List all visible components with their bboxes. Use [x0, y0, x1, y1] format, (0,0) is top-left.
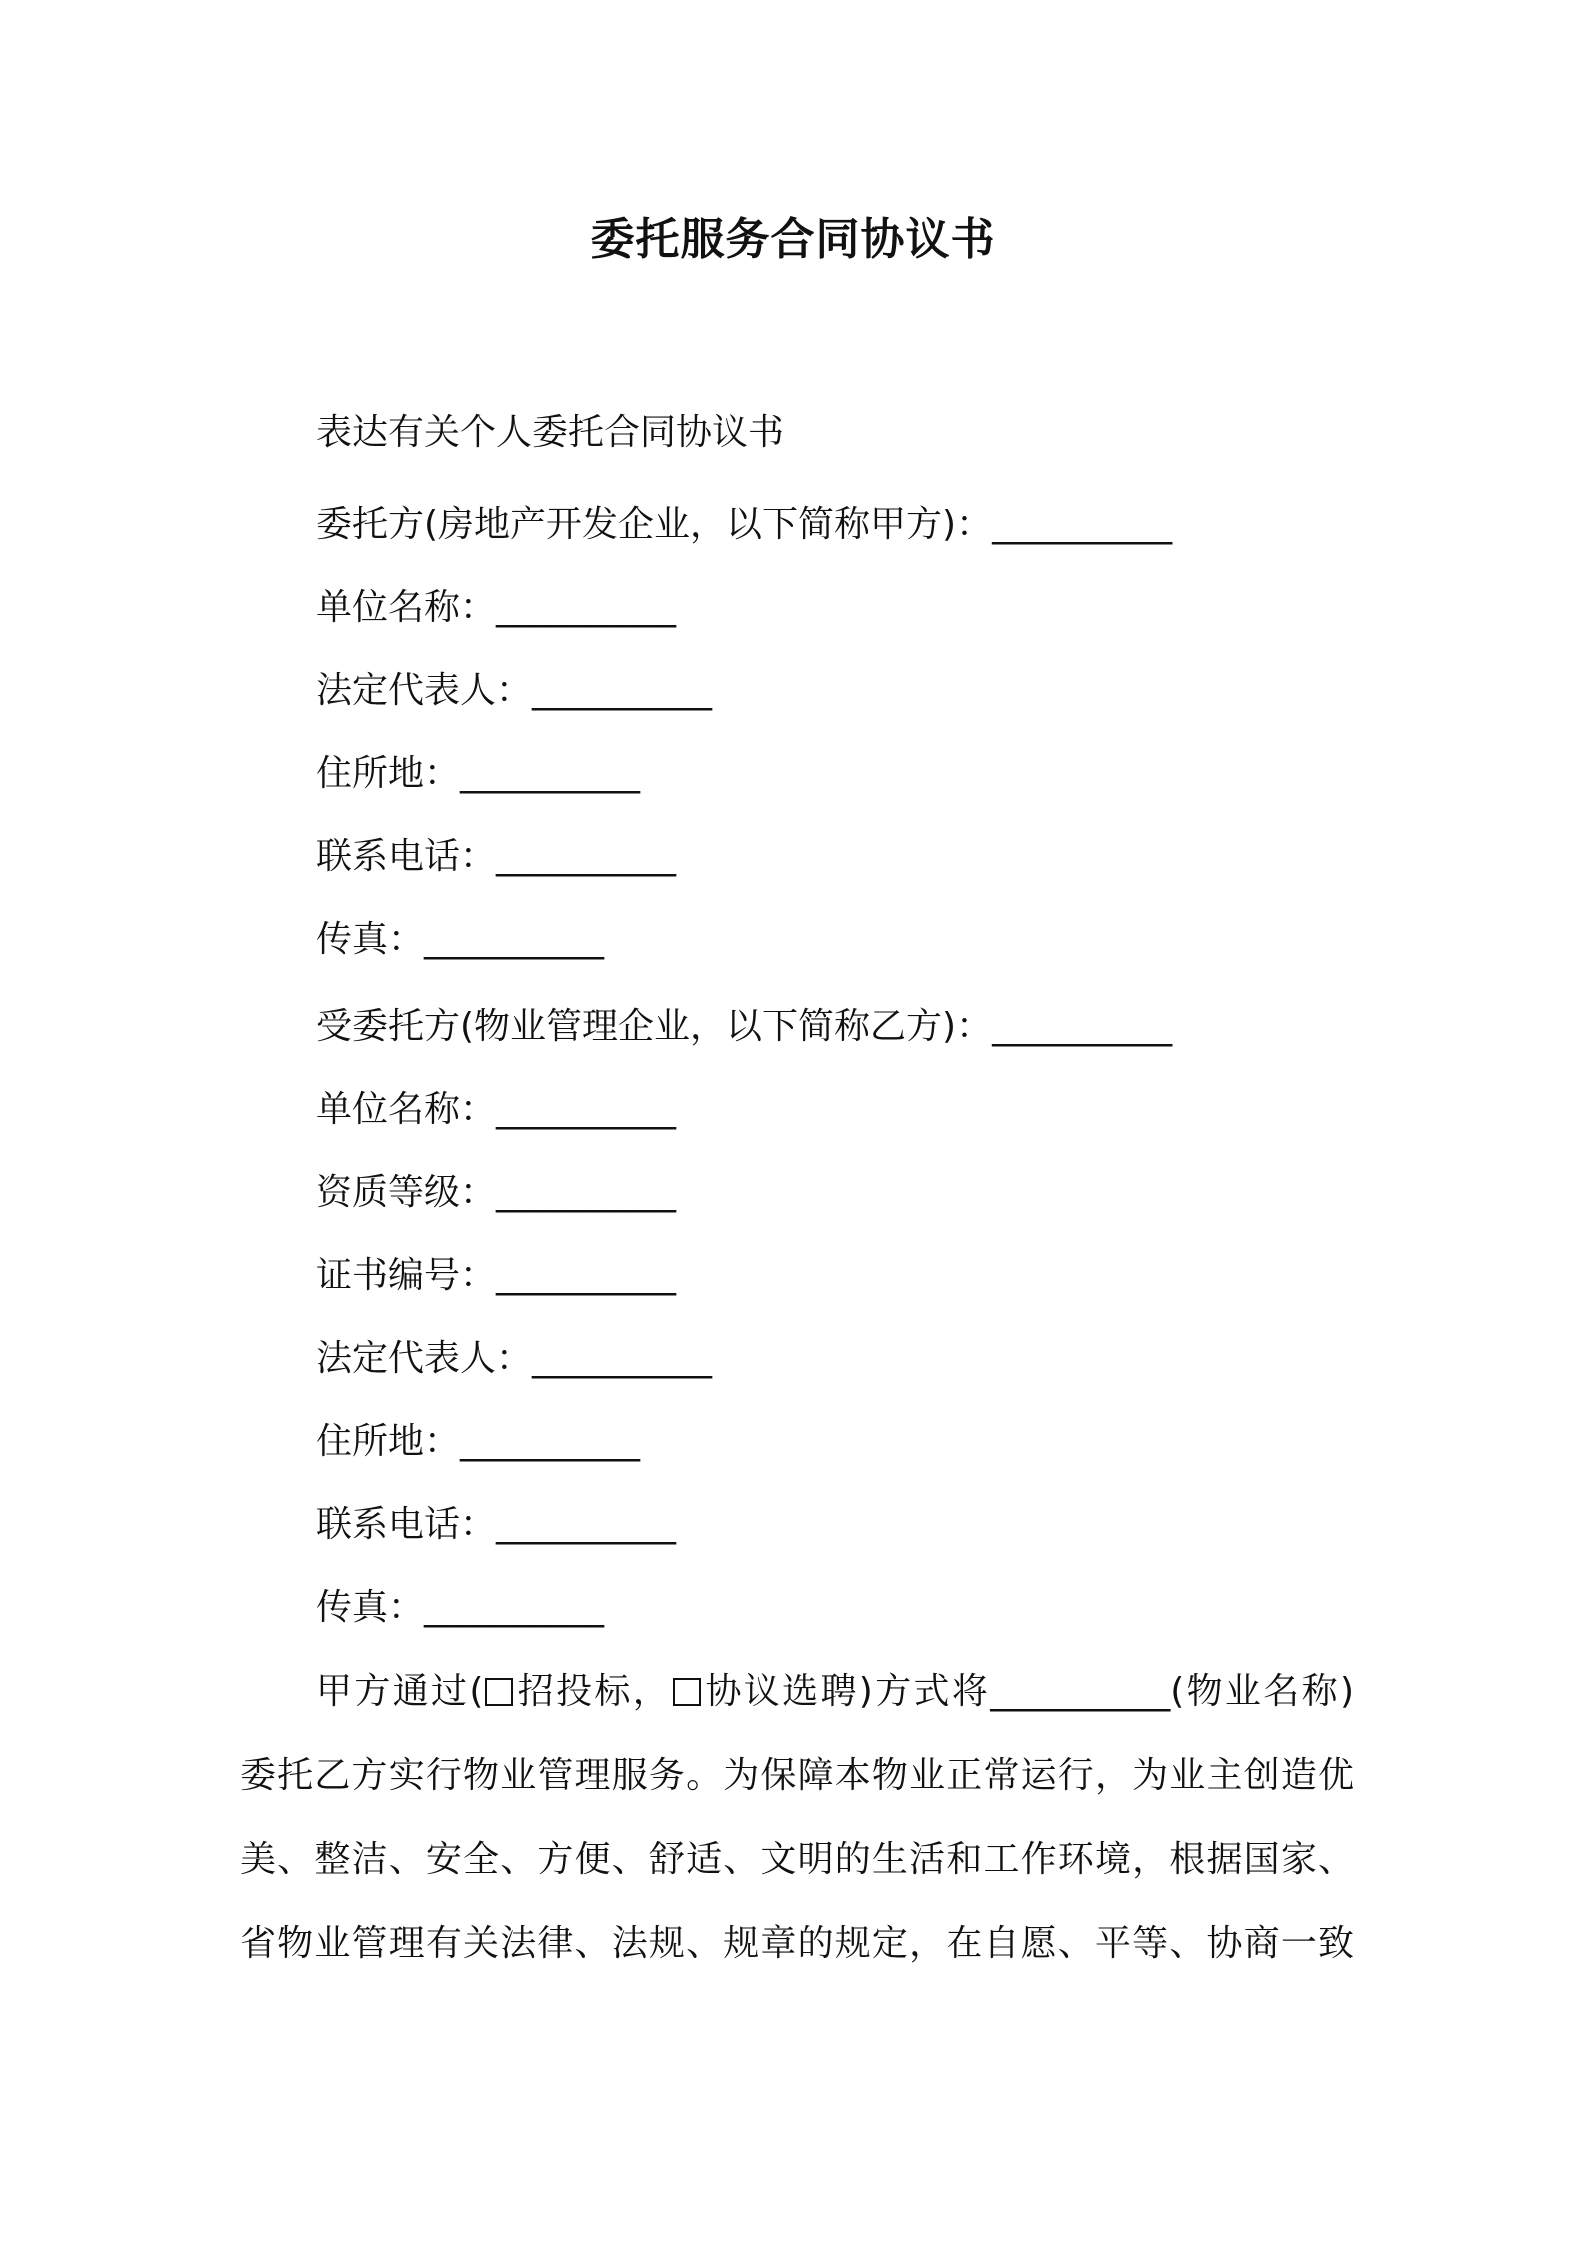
- party-a-fax: 传真：__________: [316, 919, 605, 960]
- party-a-legal-rep: 法定代表人：__________: [316, 670, 713, 711]
- party-b-certificate-no: 证书编号：__________: [316, 1255, 677, 1296]
- party-b-phone: 联系电话：__________: [316, 1504, 677, 1545]
- document-subtitle: 表达有关个人委托合同协议书: [316, 412, 785, 453]
- party-b-heading: 受委托方(物业管理企业，以下简称乙方)：__________: [316, 1006, 1173, 1047]
- body-line-1-prefix: 甲方通过(: [316, 1671, 484, 1712]
- party-b-legal-rep: 法定代表人：__________: [316, 1338, 713, 1379]
- body-paragraph: [240, 1650, 1354, 1986]
- party-b-unit-name: 单位名称：__________: [316, 1089, 677, 1130]
- party-b-address: 住所地：__________: [316, 1421, 641, 1462]
- party-a-heading: 委托方(房地产开发企业，以下简称甲方)：__________: [316, 504, 1173, 545]
- document-title: 委托服务合同协议书: [590, 214, 996, 265]
- party-b-qualification: 资质等级：__________: [316, 1172, 677, 1213]
- party-b-fax: 传真：__________: [316, 1587, 605, 1628]
- body-option-tender: 招投标，: [515, 1671, 672, 1712]
- party-a-unit-name: 单位名称：__________: [316, 587, 677, 628]
- body-line-1: [240, 1650, 1354, 1734]
- party-a-phone: 联系电话：__________: [316, 836, 677, 877]
- checkbox-negotiation-icon: [673, 1678, 701, 1706]
- body-line-4: 省物业管理有关法律、法规、规章的规定，在自愿、平等、协商一致: [240, 1923, 1354, 1964]
- body-line-3: 美、整洁、安全、方便、舒适、文明的生活和工作环境，根据国家、: [240, 1839, 1354, 1880]
- checkbox-tender-icon: [485, 1678, 513, 1706]
- party-a-address: 住所地：__________: [316, 753, 641, 794]
- body-line-2: 委托乙方实行物业管理服务。为保障本物业正常运行，为业主创造优: [240, 1755, 1354, 1796]
- body-option-negotiation: 协议选聘)方式将__________(物业名称): [703, 1671, 1354, 1712]
